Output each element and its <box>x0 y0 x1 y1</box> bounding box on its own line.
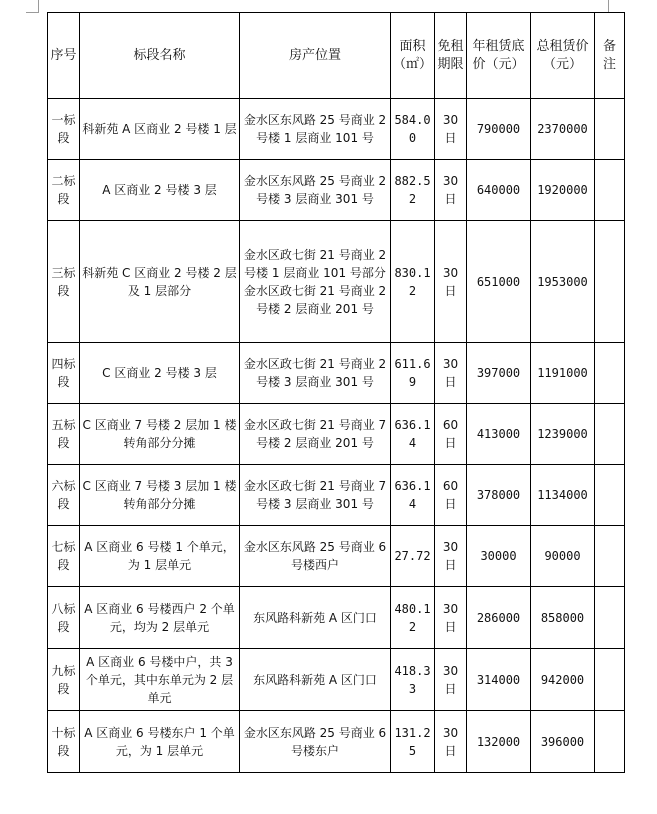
cell-annual: 651000 <box>467 221 531 343</box>
cell-total: 942000 <box>531 649 595 711</box>
lease-tender-table <box>47 12 625 773</box>
cell-name: A 区商业 6 号楼西户 2 个单元，均为 2 层单元 <box>80 587 240 649</box>
cell-free: 60日 <box>435 465 467 526</box>
cell-annual: 132000 <box>467 711 531 773</box>
cell-seq: 八标段 <box>48 587 80 649</box>
cell-total: 1920000 <box>531 160 595 221</box>
table-row <box>48 99 625 160</box>
cell-name: C 区商业 2 号楼 3 层 <box>80 343 240 404</box>
cell-total: 858000 <box>531 587 595 649</box>
cell-location: 东风路科新苑 A 区门口 <box>240 649 391 711</box>
cell-seq: 五标段 <box>48 404 80 465</box>
cell-location: 东风路科新苑 A 区门口 <box>240 587 391 649</box>
cell-seq: 四标段 <box>48 343 80 404</box>
cell-note <box>595 343 625 404</box>
cell-seq: 七标段 <box>48 526 80 587</box>
cell-note <box>595 587 625 649</box>
cell-name: 科新苑 A 区商业 2 号楼 1 层 <box>80 99 240 160</box>
cell-free: 30日 <box>435 711 467 773</box>
cell-note <box>595 465 625 526</box>
header-free-period: 免租期限 <box>435 13 467 99</box>
cell-area: 830.12 <box>391 221 435 343</box>
cell-name: A 区商业 6 号楼东户 1 个单元，为 1 层单元 <box>80 711 240 773</box>
cell-area: 480.12 <box>391 587 435 649</box>
cell-seq: 六标段 <box>48 465 80 526</box>
header-note: 备注 <box>595 13 625 99</box>
table-row <box>48 526 625 587</box>
cell-note <box>595 160 625 221</box>
cell-total: 1953000 <box>531 221 595 343</box>
cell-annual: 30000 <box>467 526 531 587</box>
cell-location: 金水区政七街 21 号商业 7 号楼 2 层商业 201 号 <box>240 404 391 465</box>
cell-note <box>595 711 625 773</box>
header-location: 房产位置 <box>240 13 391 99</box>
cell-annual: 397000 <box>467 343 531 404</box>
table-row <box>48 160 625 221</box>
cell-free: 30日 <box>435 526 467 587</box>
cell-area: 131.25 <box>391 711 435 773</box>
cell-location: 金水区政七街 21 号商业 7 号楼 3 层商业 301 号 <box>240 465 391 526</box>
cell-free: 30日 <box>435 99 467 160</box>
cell-total: 90000 <box>531 526 595 587</box>
cell-note <box>595 404 625 465</box>
header-name: 标段名称 <box>80 13 240 99</box>
cell-free: 30日 <box>435 160 467 221</box>
cell-location: 金水区东风路 25 号商业 2 号楼 3 层商业 301 号 <box>240 160 391 221</box>
table-row <box>48 221 625 343</box>
cell-seq: 一标段 <box>48 99 80 160</box>
cell-name: C 区商业 7 号楼 3 层加 1 楼转角部分分摊 <box>80 465 240 526</box>
header-row <box>48 13 625 99</box>
cell-seq: 九标段 <box>48 649 80 711</box>
table-row <box>48 465 625 526</box>
cell-note <box>595 221 625 343</box>
table-row <box>48 711 625 773</box>
cell-seq: 二标段 <box>48 160 80 221</box>
cell-seq: 十标段 <box>48 711 80 773</box>
cell-note <box>595 99 625 160</box>
cell-free: 30日 <box>435 587 467 649</box>
cell-free: 60日 <box>435 404 467 465</box>
header-annual-price: 年租赁底价（元） <box>467 13 531 99</box>
table-row <box>48 343 625 404</box>
cell-name: A 区商业 2 号楼 3 层 <box>80 160 240 221</box>
cell-area: 584.00 <box>391 99 435 160</box>
cell-area: 882.52 <box>391 160 435 221</box>
table-row <box>48 587 625 649</box>
cell-name: A 区商业 6 号楼 1 个单元，为 1 层单元 <box>80 526 240 587</box>
cell-free: 30日 <box>435 343 467 404</box>
cell-note <box>595 649 625 711</box>
cell-annual: 314000 <box>467 649 531 711</box>
cell-annual: 286000 <box>467 587 531 649</box>
cell-total: 1191000 <box>531 343 595 404</box>
header-total-price: 总租赁价（元） <box>531 13 595 99</box>
cell-free: 30日 <box>435 221 467 343</box>
cell-location: 金水区东风路 25 号商业 2 号楼 1 层商业 101 号 <box>240 99 391 160</box>
cell-location: 金水区东风路 25 号商业 6 号楼东户 <box>240 711 391 773</box>
cell-name: A 区商业 6 号楼中户，共 3 个单元，其中东单元为 2 层单元 <box>80 649 240 711</box>
cell-area: 636.14 <box>391 465 435 526</box>
cell-area: 611.69 <box>391 343 435 404</box>
cell-seq: 三标段 <box>48 221 80 343</box>
page-corner-mark-left <box>26 0 39 13</box>
cell-total: 1239000 <box>531 404 595 465</box>
cell-total: 396000 <box>531 711 595 773</box>
cell-area: 27.72 <box>391 526 435 587</box>
cell-location: 金水区政七街 21 号商业 2 号楼 3 层商业 301 号 <box>240 343 391 404</box>
cell-free: 30日 <box>435 649 467 711</box>
cell-annual: 413000 <box>467 404 531 465</box>
cell-location: 金水区政七街 21 号商业 2 号楼 1 层商业 101 号部分 金水区政七街 21 号商业 2 号楼 2 层商业 201 号 <box>240 221 391 343</box>
cell-note <box>595 526 625 587</box>
cell-total: 1134000 <box>531 465 595 526</box>
cell-annual: 640000 <box>467 160 531 221</box>
cell-annual: 378000 <box>467 465 531 526</box>
cell-area: 636.14 <box>391 404 435 465</box>
cell-area: 418.33 <box>391 649 435 711</box>
cell-annual: 790000 <box>467 99 531 160</box>
table-row <box>48 649 625 711</box>
header-area: 面积（㎡） <box>391 13 435 99</box>
cell-location: 金水区东风路 25 号商业 6 号楼西户 <box>240 526 391 587</box>
header-seq: 序号 <box>48 13 80 99</box>
cell-name: C 区商业 7 号楼 2 层加 1 楼转角部分分摊 <box>80 404 240 465</box>
cell-name: 科新苑 C 区商业 2 号楼 2 层及 1 层部分 <box>80 221 240 343</box>
cell-total: 2370000 <box>531 99 595 160</box>
table-row <box>48 404 625 465</box>
